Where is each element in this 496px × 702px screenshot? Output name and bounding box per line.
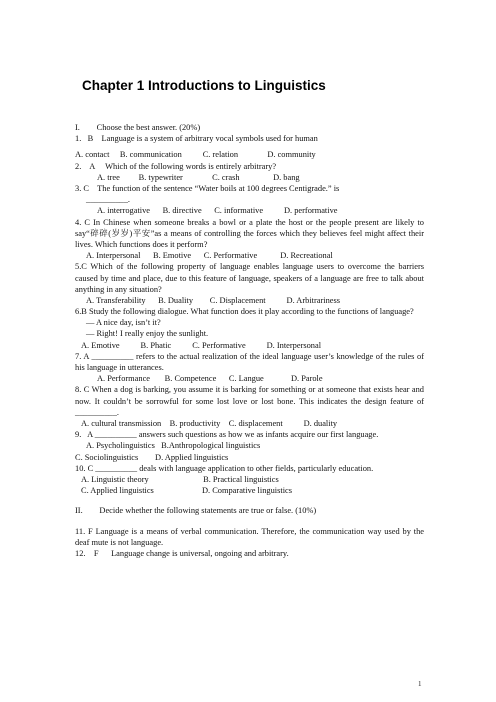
page-number: 1	[418, 680, 422, 688]
document-body	[75, 122, 424, 559]
section-heading-2: II. Decide whether the following statements are true or false. (10%)	[75, 506, 317, 516]
question-9: 9. A __________ answers such questions as how we as infants acquire our first language.	[75, 430, 379, 440]
question-6-options: A. Emotive B. Phatic C. Performative D. Interpersonal	[81, 340, 322, 350]
question-6-dialogue-2: — Right! I really enjoy the sunlight.	[86, 329, 209, 339]
question-2: 2. A Which of the following words is entirely arbitrary?	[75, 161, 277, 171]
question-11: 11. F Language is a means of verbal communication. Therefore, the communication way used by the deaf mute is not language.	[75, 526, 424, 547]
question-9-options-1: A. Psycholinguistics B.Anthropological linguistics	[86, 441, 261, 451]
section-heading-1: I. Choose the best answer. (20%)	[75, 123, 201, 132]
question-5: 5.C Which of the following property of language enables language users to overcome the barriers caused by time and place, due to this feature of language, speakers of a language are free to talk about anything in any situation?	[75, 262, 424, 294]
question-10: 10. C __________ deals with language application to other fields, particularly education.	[75, 463, 374, 473]
question-10-options-1: A. Linguistic theory B. Practical linguistics	[81, 475, 279, 484]
question-10-options-2: C. Applied linguistics D. Comparative linguistics	[81, 486, 292, 496]
question-6: 6.B Study the following dialogue. What function does it play according to the functions of language?	[75, 307, 414, 317]
chapter-title: Chapter 1 Introductions to Linguistics	[82, 78, 326, 93]
question-2-options: A. tree B. typewriter C. crash D. bang	[97, 172, 300, 182]
question-12: 12. F Language change is universal, ongoing and arbitrary.	[75, 548, 289, 558]
question-4-options: A. Interpersonal B. Emotive C. Performative D. Recreational	[86, 251, 333, 261]
question-3-blank: __________.	[86, 195, 130, 205]
question-3-options: A. interrogative B. directive C. informative D. performative	[97, 206, 338, 216]
question-7: 7. A __________ refers to the actual realization of the ideal language user’s knowledge of the rules of his language in utterances.	[75, 351, 424, 373]
question-7-options: A. Performance B. Competence C. Langue D. Parole	[97, 374, 323, 384]
question-4: 4. C In Chinese when someone breaks a bowl or a plate the host or the people present are likely to say“碎碎(岁岁)平安”as a means of controlling the forces which they believes feel might affect their lives. Which functions does it perform?	[75, 217, 424, 249]
question-5-options: A. Transferability B. Duality C. Displacement D. Arbitrariness	[86, 295, 341, 305]
question-1: 1. B Language is a system of arbitrary vocal symbols used for human	[75, 134, 318, 144]
question-8-options: A. cultural transmission B. productivity C. displacement D. duality	[81, 419, 338, 429]
question-6-dialogue-1: — A nice day, isn’t it?	[86, 318, 161, 328]
question-8: 8. C When a dog is barking, you assume it is barking for something or at someone that exists hear and now. It couldn’t be sorrowful for some lost love or lost bone. This indicates the design feature of __________.	[75, 385, 424, 417]
question-3: 3. C The function of the sentence “Water boils at 100 degrees Centigrade.” is	[75, 183, 340, 193]
question-9-options-2: C. Sociolinguistics D. Applied linguistics	[75, 452, 229, 462]
question-1-options: A. contact B. communication C. relation D. community	[75, 150, 316, 160]
